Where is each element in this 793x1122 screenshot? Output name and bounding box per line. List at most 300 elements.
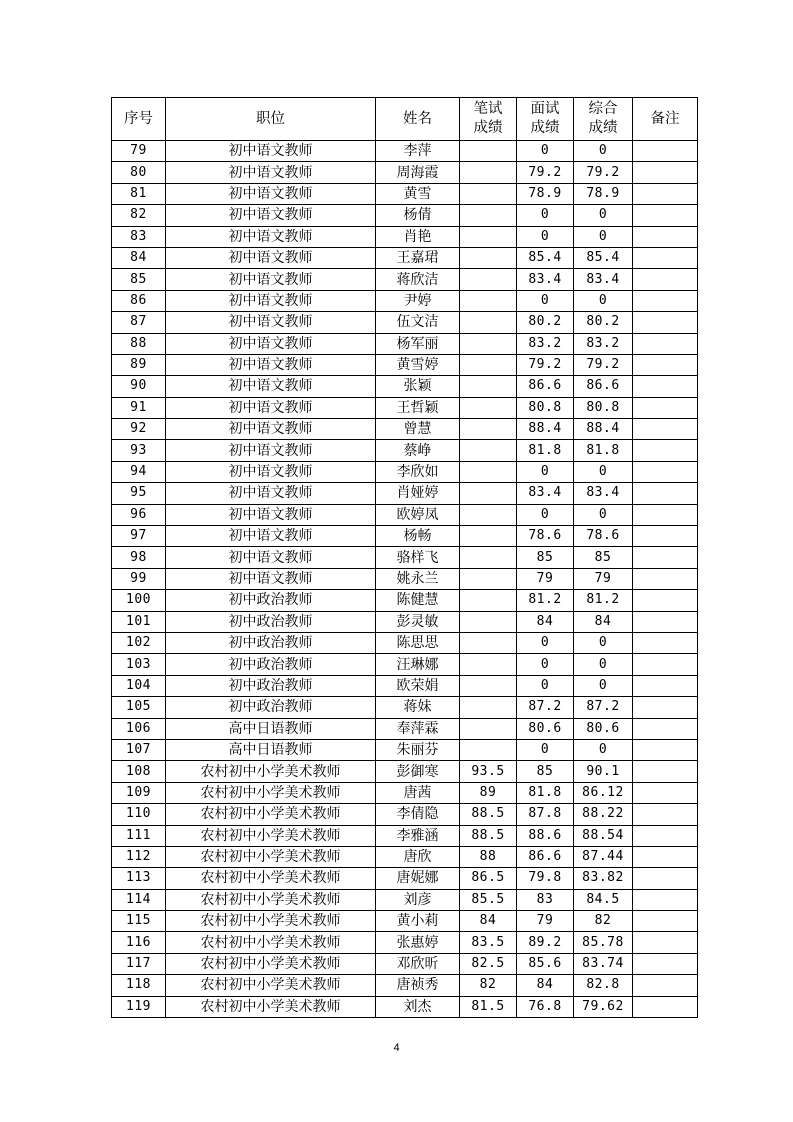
cell-interview-score: 0: [517, 461, 574, 482]
cell-written-score: [460, 611, 517, 632]
cell-total-score: 0: [574, 205, 633, 226]
cell-written-score: [460, 675, 517, 696]
cell-remark: [633, 911, 698, 932]
cell-remark: [633, 397, 698, 418]
cell-no: 88: [112, 333, 166, 354]
cell-name: 陈思思: [376, 632, 460, 653]
cell-interview-score: 87.8: [517, 804, 574, 825]
cell-interview-score: 86.6: [517, 846, 574, 867]
cell-name: 蔡峥: [376, 440, 460, 461]
cell-name: 李雅涵: [376, 825, 460, 846]
cell-no: 84: [112, 247, 166, 268]
cell-name: 蒋欣洁: [376, 269, 460, 290]
cell-position: 初中语文教师: [166, 547, 376, 568]
cell-written-score: [460, 333, 517, 354]
cell-total-score: 82: [574, 911, 633, 932]
cell-interview-score: 78.9: [517, 183, 574, 204]
cell-total-score: 80.6: [574, 718, 633, 739]
table-row: [112, 397, 698, 418]
cell-position: 高中日语教师: [166, 739, 376, 760]
cell-name: 彭灵敏: [376, 611, 460, 632]
cell-remark: [633, 290, 698, 311]
cell-name: 李欣如: [376, 461, 460, 482]
table-row: [112, 804, 698, 825]
cell-remark: [633, 162, 698, 183]
table-row: [112, 632, 698, 653]
cell-interview-score: 81.8: [517, 440, 574, 461]
cell-written-score: [460, 376, 517, 397]
cell-remark: [633, 590, 698, 611]
header-written-score: 笔试 成绩: [460, 98, 517, 141]
cell-total-score: 0: [574, 226, 633, 247]
table-row: [112, 718, 698, 739]
cell-no: 105: [112, 697, 166, 718]
cell-remark: [633, 526, 698, 547]
cell-total-score: 79: [574, 568, 633, 589]
cell-total-score: 0: [574, 504, 633, 525]
cell-written-score: 88.5: [460, 825, 517, 846]
cell-remark: [633, 675, 698, 696]
score-table: [111, 97, 698, 1018]
cell-name: 姚永兰: [376, 568, 460, 589]
cell-remark: [633, 825, 698, 846]
cell-no: 96: [112, 504, 166, 525]
cell-no: 103: [112, 654, 166, 675]
table-row: [112, 739, 698, 760]
cell-no: 86: [112, 290, 166, 311]
cell-remark: [633, 141, 698, 162]
cell-no: 116: [112, 932, 166, 953]
cell-written-score: 85.5: [460, 889, 517, 910]
cell-total-score: 86.6: [574, 376, 633, 397]
table-row: [112, 183, 698, 204]
cell-position: 初中语文教师: [166, 312, 376, 333]
cell-interview-score: 80.8: [517, 397, 574, 418]
cell-name: 黄雪婷: [376, 354, 460, 375]
cell-remark: [633, 183, 698, 204]
cell-no: 106: [112, 718, 166, 739]
table-row: [112, 504, 698, 525]
cell-remark: [633, 419, 698, 440]
cell-written-score: [460, 354, 517, 375]
cell-position: 农村初中小学美术教师: [166, 996, 376, 1017]
table-row: [112, 654, 698, 675]
cell-total-score: 87.2: [574, 697, 633, 718]
cell-interview-score: 85: [517, 547, 574, 568]
cell-interview-score: 85.4: [517, 247, 574, 268]
cell-total-score: 82.8: [574, 975, 633, 996]
cell-written-score: 89: [460, 782, 517, 803]
cell-written-score: 88.5: [460, 804, 517, 825]
cell-name: 张颖: [376, 376, 460, 397]
cell-interview-score: 83: [517, 889, 574, 910]
header-name: 姓名: [376, 98, 460, 141]
cell-total-score: 0: [574, 675, 633, 696]
cell-position: 农村初中小学美术教师: [166, 932, 376, 953]
cell-total-score: 85: [574, 547, 633, 568]
cell-written-score: 82: [460, 975, 517, 996]
cell-name: 张惠婷: [376, 932, 460, 953]
cell-interview-score: 84: [517, 611, 574, 632]
cell-name: 尹婷: [376, 290, 460, 311]
table-header-row: [112, 98, 698, 141]
cell-written-score: [460, 247, 517, 268]
table-row: [112, 782, 698, 803]
cell-written-score: [460, 697, 517, 718]
cell-name: 伍文洁: [376, 312, 460, 333]
cell-name: 骆样飞: [376, 547, 460, 568]
table-row: [112, 975, 698, 996]
cell-name: 王嘉珺: [376, 247, 460, 268]
cell-total-score: 0: [574, 739, 633, 760]
cell-remark: [633, 654, 698, 675]
cell-interview-score: 0: [517, 675, 574, 696]
cell-remark: [633, 846, 698, 867]
cell-remark: [633, 953, 698, 974]
table-row: [112, 312, 698, 333]
cell-interview-score: 87.2: [517, 697, 574, 718]
cell-total-score: 78.6: [574, 526, 633, 547]
cell-no: 92: [112, 419, 166, 440]
cell-remark: [633, 782, 698, 803]
cell-position: 初中语文教师: [166, 269, 376, 290]
cell-position: 初中政治教师: [166, 675, 376, 696]
cell-remark: [633, 354, 698, 375]
cell-written-score: [460, 205, 517, 226]
cell-remark: [633, 312, 698, 333]
cell-remark: [633, 440, 698, 461]
cell-position: 初中语文教师: [166, 461, 376, 482]
cell-interview-score: 83.2: [517, 333, 574, 354]
cell-name: 朱丽芬: [376, 739, 460, 760]
cell-total-score: 88.54: [574, 825, 633, 846]
cell-interview-score: 79.2: [517, 162, 574, 183]
table-row: [112, 376, 698, 397]
cell-total-score: 79.2: [574, 354, 633, 375]
cell-position: 初中政治教师: [166, 611, 376, 632]
page-number: 4: [393, 1042, 400, 1054]
cell-position: 初中语文教师: [166, 419, 376, 440]
cell-written-score: [460, 504, 517, 525]
cell-total-score: 79.62: [574, 996, 633, 1017]
cell-name: 黄雪: [376, 183, 460, 204]
cell-no: 99: [112, 568, 166, 589]
cell-name: 欧荣娟: [376, 675, 460, 696]
cell-written-score: [460, 547, 517, 568]
cell-no: 83: [112, 226, 166, 247]
cell-position: 农村初中小学美术教师: [166, 889, 376, 910]
table-row: [112, 419, 698, 440]
cell-total-score: 81.8: [574, 440, 633, 461]
header-interview-score: 面试 成绩: [517, 98, 574, 141]
cell-written-score: [460, 269, 517, 290]
cell-interview-score: 0: [517, 739, 574, 760]
cell-remark: [633, 269, 698, 290]
cell-total-score: 79.2: [574, 162, 633, 183]
cell-no: 94: [112, 461, 166, 482]
cell-remark: [633, 504, 698, 525]
cell-position: 初中语文教师: [166, 162, 376, 183]
cell-total-score: 0: [574, 461, 633, 482]
cell-position: 农村初中小学美术教师: [166, 782, 376, 803]
table-row: [112, 611, 698, 632]
table-row: [112, 162, 698, 183]
cell-interview-score: 0: [517, 654, 574, 675]
cell-position: 初中语文教师: [166, 397, 376, 418]
cell-written-score: [460, 141, 517, 162]
table-row: [112, 932, 698, 953]
cell-name: 杨倩: [376, 205, 460, 226]
cell-total-score: 84: [574, 611, 633, 632]
cell-no: 87: [112, 312, 166, 333]
cell-position: 初中语文教师: [166, 141, 376, 162]
cell-total-score: 0: [574, 141, 633, 162]
cell-written-score: [460, 632, 517, 653]
cell-total-score: 90.1: [574, 761, 633, 782]
cell-no: 90: [112, 376, 166, 397]
cell-position: 初中语文教师: [166, 205, 376, 226]
cell-interview-score: 0: [517, 290, 574, 311]
cell-position: 初中语文教师: [166, 226, 376, 247]
cell-position: 初中政治教师: [166, 697, 376, 718]
cell-written-score: [460, 568, 517, 589]
header-no: 序号: [112, 98, 166, 141]
cell-total-score: 85.4: [574, 247, 633, 268]
cell-interview-score: 89.2: [517, 932, 574, 953]
cell-remark: [633, 547, 698, 568]
cell-no: 111: [112, 825, 166, 846]
cell-position: 农村初中小学美术教师: [166, 868, 376, 889]
cell-position: 初中政治教师: [166, 632, 376, 653]
cell-written-score: 81.5: [460, 996, 517, 1017]
cell-no: 104: [112, 675, 166, 696]
cell-position: 初中语文教师: [166, 526, 376, 547]
cell-no: 109: [112, 782, 166, 803]
cell-no: 91: [112, 397, 166, 418]
cell-written-score: [460, 162, 517, 183]
cell-interview-score: 83.4: [517, 269, 574, 290]
cell-position: 初中语文教师: [166, 247, 376, 268]
cell-written-score: 86.5: [460, 868, 517, 889]
cell-written-score: [460, 183, 517, 204]
cell-no: 97: [112, 526, 166, 547]
cell-remark: [633, 611, 698, 632]
table-row: [112, 269, 698, 290]
cell-interview-score: 79.8: [517, 868, 574, 889]
cell-name: 肖娅婷: [376, 483, 460, 504]
table-row: [112, 526, 698, 547]
table-row: [112, 825, 698, 846]
cell-no: 108: [112, 761, 166, 782]
cell-no: 79: [112, 141, 166, 162]
table-row: [112, 868, 698, 889]
cell-total-score: 88.4: [574, 419, 633, 440]
cell-interview-score: 78.6: [517, 526, 574, 547]
cell-remark: [633, 461, 698, 482]
cell-remark: [633, 889, 698, 910]
cell-no: 80: [112, 162, 166, 183]
cell-remark: [633, 932, 698, 953]
cell-interview-score: 86.6: [517, 376, 574, 397]
cell-written-score: [460, 483, 517, 504]
cell-total-score: 81.2: [574, 590, 633, 611]
cell-name: 唐欣: [376, 846, 460, 867]
cell-no: 117: [112, 953, 166, 974]
cell-remark: [633, 333, 698, 354]
cell-name: 奉萍霖: [376, 718, 460, 739]
cell-total-score: 0: [574, 654, 633, 675]
cell-no: 118: [112, 975, 166, 996]
cell-name: 黄小莉: [376, 911, 460, 932]
cell-remark: [633, 632, 698, 653]
cell-written-score: 84: [460, 911, 517, 932]
cell-remark: [633, 975, 698, 996]
cell-interview-score: 84: [517, 975, 574, 996]
cell-name: 杨军丽: [376, 333, 460, 354]
cell-no: 112: [112, 846, 166, 867]
cell-written-score: [460, 440, 517, 461]
cell-position: 初中政治教师: [166, 654, 376, 675]
cell-interview-score: 88.4: [517, 419, 574, 440]
cell-name: 唐妮娜: [376, 868, 460, 889]
cell-remark: [633, 761, 698, 782]
cell-total-score: 83.2: [574, 333, 633, 354]
cell-position: 初中语文教师: [166, 290, 376, 311]
cell-position: 农村初中小学美术教师: [166, 975, 376, 996]
cell-remark: [633, 697, 698, 718]
cell-position: 初中语文教师: [166, 440, 376, 461]
cell-position: 初中语文教师: [166, 376, 376, 397]
cell-remark: [633, 568, 698, 589]
cell-total-score: 83.74: [574, 953, 633, 974]
cell-interview-score: 79: [517, 911, 574, 932]
cell-total-score: 80.2: [574, 312, 633, 333]
cell-name: 欧婷凤: [376, 504, 460, 525]
cell-total-score: 83.82: [574, 868, 633, 889]
cell-total-score: 83.4: [574, 269, 633, 290]
cell-name: 彭御寒: [376, 761, 460, 782]
cell-no: 95: [112, 483, 166, 504]
cell-written-score: [460, 718, 517, 739]
cell-position: 初中语文教师: [166, 354, 376, 375]
cell-written-score: [460, 739, 517, 760]
cell-no: 89: [112, 354, 166, 375]
cell-total-score: 0: [574, 290, 633, 311]
cell-no: 102: [112, 632, 166, 653]
cell-name: 刘彦: [376, 889, 460, 910]
cell-interview-score: 81.2: [517, 590, 574, 611]
table-row: [112, 846, 698, 867]
cell-no: 98: [112, 547, 166, 568]
cell-written-score: 83.5: [460, 932, 517, 953]
cell-no: 114: [112, 889, 166, 910]
cell-name: 周海霞: [376, 162, 460, 183]
cell-interview-score: 80.2: [517, 312, 574, 333]
cell-interview-score: 83.4: [517, 483, 574, 504]
cell-position: 初中语文教师: [166, 568, 376, 589]
table-row: [112, 996, 698, 1017]
cell-no: 119: [112, 996, 166, 1017]
table-row: [112, 697, 698, 718]
cell-name: 杨畅: [376, 526, 460, 547]
cell-written-score: [460, 654, 517, 675]
cell-remark: [633, 804, 698, 825]
cell-interview-score: 81.8: [517, 782, 574, 803]
cell-name: 唐祯秀: [376, 975, 460, 996]
cell-total-score: 0: [574, 632, 633, 653]
cell-interview-score: 88.6: [517, 825, 574, 846]
cell-position: 农村初中小学美术教师: [166, 761, 376, 782]
cell-position: 农村初中小学美术教师: [166, 846, 376, 867]
cell-name: 王哲颖: [376, 397, 460, 418]
table-row: [112, 547, 698, 568]
header-remark: 备注: [633, 98, 698, 141]
cell-remark: [633, 718, 698, 739]
table-row: [112, 333, 698, 354]
cell-name: 李萍: [376, 141, 460, 162]
cell-interview-score: 76.8: [517, 996, 574, 1017]
cell-remark: [633, 739, 698, 760]
cell-position: 初中政治教师: [166, 590, 376, 611]
cell-no: 113: [112, 868, 166, 889]
cell-no: 82: [112, 205, 166, 226]
cell-total-score: 80.8: [574, 397, 633, 418]
cell-written-score: [460, 290, 517, 311]
table-row: [112, 911, 698, 932]
cell-total-score: 78.9: [574, 183, 633, 204]
cell-position: 农村初中小学美术教师: [166, 911, 376, 932]
table-body: [112, 141, 698, 1018]
cell-name: 唐茜: [376, 782, 460, 803]
cell-name: 陈健慧: [376, 590, 460, 611]
cell-name: 汪琳娜: [376, 654, 460, 675]
cell-total-score: 88.22: [574, 804, 633, 825]
cell-position: 高中日语教师: [166, 718, 376, 739]
cell-remark: [633, 376, 698, 397]
cell-interview-score: 85.6: [517, 953, 574, 974]
cell-written-score: [460, 312, 517, 333]
table-row: [112, 761, 698, 782]
cell-position: 农村初中小学美术教师: [166, 804, 376, 825]
cell-interview-score: 0: [517, 205, 574, 226]
cell-remark: [633, 996, 698, 1017]
table-row: [112, 675, 698, 696]
cell-remark: [633, 205, 698, 226]
cell-position: 初中语文教师: [166, 183, 376, 204]
cell-written-score: [460, 226, 517, 247]
cell-interview-score: 0: [517, 226, 574, 247]
cell-written-score: [460, 526, 517, 547]
header-total-score: 综合 成绩: [574, 98, 633, 141]
cell-interview-score: 80.6: [517, 718, 574, 739]
cell-written-score: [460, 590, 517, 611]
cell-name: 李倩隐: [376, 804, 460, 825]
cell-position: 初中语文教师: [166, 333, 376, 354]
cell-no: 85: [112, 269, 166, 290]
cell-position: 农村初中小学美术教师: [166, 825, 376, 846]
cell-interview-score: 79.2: [517, 354, 574, 375]
cell-written-score: 88: [460, 846, 517, 867]
table-row: [112, 889, 698, 910]
cell-name: 邓欣昕: [376, 953, 460, 974]
cell-interview-score: 0: [517, 504, 574, 525]
cell-interview-score: 0: [517, 632, 574, 653]
table-row: [112, 226, 698, 247]
table-row: [112, 440, 698, 461]
cell-remark: [633, 226, 698, 247]
cell-total-score: 84.5: [574, 889, 633, 910]
cell-position: 初中语文教师: [166, 483, 376, 504]
